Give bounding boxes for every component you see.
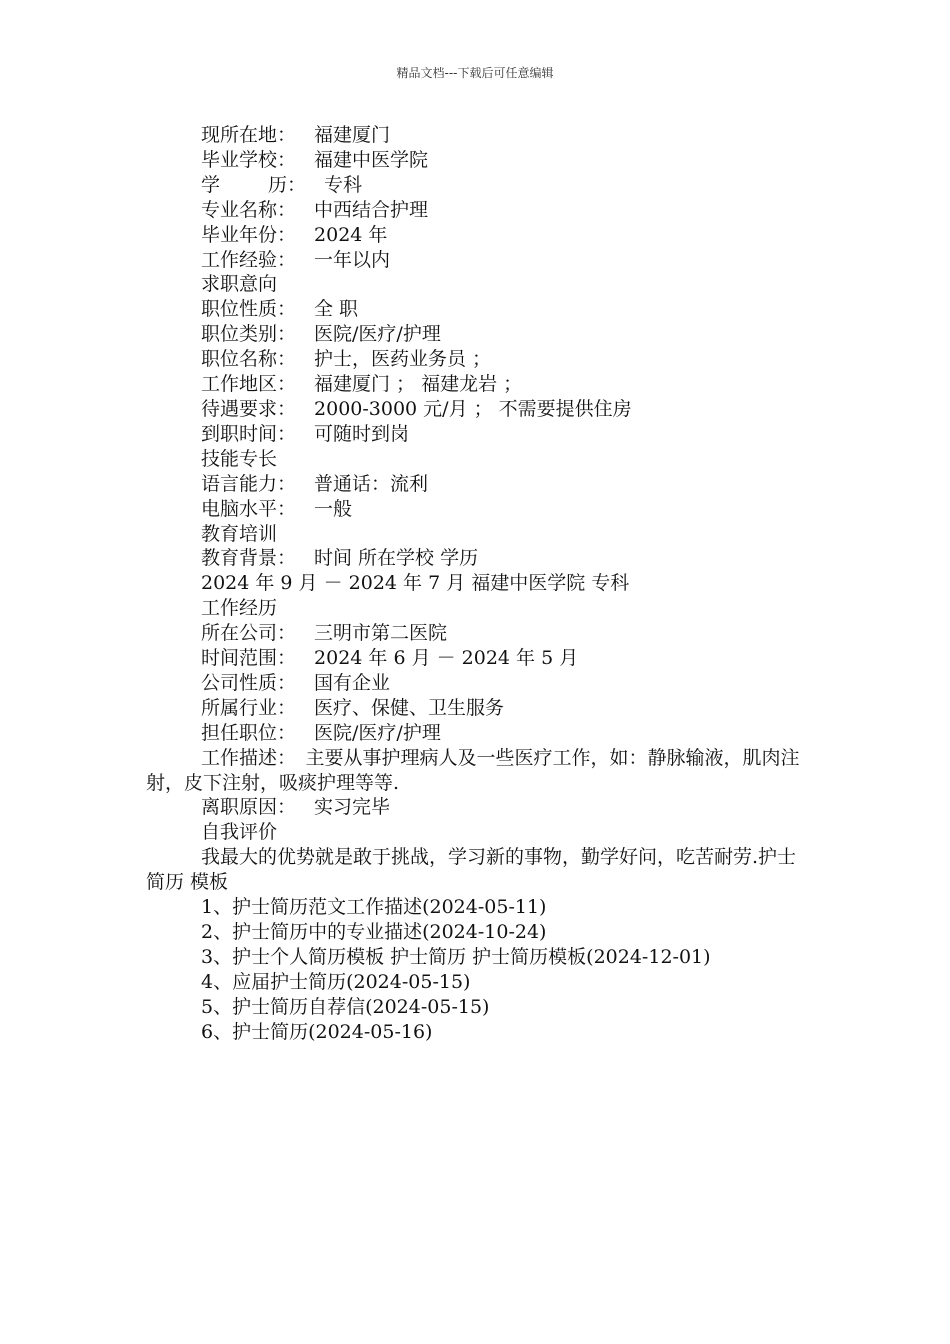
job-title-value: 护士，医药业务员 ； bbox=[314, 348, 492, 371]
start-value: 可随时到岗 bbox=[314, 422, 410, 445]
related-link-6[interactable]: 6、护士简历(2024-05-16) bbox=[201, 1020, 433, 1043]
salary-row bbox=[146, 397, 808, 422]
grad-year-value: 2024 年 bbox=[314, 223, 388, 246]
job-type-row bbox=[146, 297, 808, 322]
self-eval-text: 我最大的优势就是敢于挑战，学习新的事物，勤学好问，吃苦耐劳.护士 简历 模板 bbox=[146, 846, 797, 894]
related-link-1[interactable]: 1、护士简历范文工作描述(2024-05-11) bbox=[201, 896, 547, 919]
period-value: 2024 年 6 月 － 2024 年 5 月 bbox=[314, 647, 579, 670]
industry-row bbox=[146, 696, 808, 721]
work-heading: 工作经历 bbox=[201, 597, 278, 620]
page-header: 精品文档---下载后可任意编辑 bbox=[396, 66, 554, 80]
school-row bbox=[146, 148, 808, 173]
job-category-row bbox=[146, 322, 808, 347]
work-area-row bbox=[146, 372, 808, 397]
leave-row bbox=[146, 795, 808, 820]
location-row bbox=[146, 123, 808, 148]
job-type-value: 全 职 bbox=[314, 298, 359, 321]
education-background-row bbox=[146, 546, 808, 571]
language-row bbox=[146, 472, 808, 497]
start-label: 到职时间： bbox=[201, 422, 297, 445]
school-value: 福建中医学院 bbox=[314, 148, 429, 171]
job-title-label: 职位名称： bbox=[201, 348, 297, 371]
period-label: 时间范围： bbox=[201, 647, 297, 670]
degree-label-a: 学 bbox=[201, 173, 221, 196]
company-nature-value: 国有企业 bbox=[314, 671, 391, 694]
computer-value: 一般 bbox=[314, 497, 353, 520]
related-link-2[interactable]: 2、护士简历中的专业描述(2024-10-24) bbox=[201, 921, 547, 943]
experience-value: 一年以内 bbox=[314, 248, 391, 271]
related-link-5[interactable]: 5、护士简历自荐信(2024-05-15) bbox=[201, 995, 490, 1018]
education-background-label: 教育背景： bbox=[201, 547, 297, 570]
company-row bbox=[146, 621, 808, 646]
education-record: 2024 年 9 月 － 2024 年 7 月 福建中医学院 专科 bbox=[201, 572, 630, 595]
degree-value: 专科 bbox=[324, 173, 363, 196]
company-nature-label: 公司性质： bbox=[201, 671, 297, 694]
resume-document bbox=[146, 123, 808, 1045]
major-value: 中西结合护理 bbox=[314, 198, 429, 221]
language-label: 语言能力： bbox=[201, 472, 297, 495]
degree-label-b: 历： bbox=[268, 173, 307, 196]
position-label: 担任职位： bbox=[201, 721, 297, 744]
period-row bbox=[146, 646, 808, 671]
school-label: 毕业学校： bbox=[201, 148, 297, 171]
company-value: 三明市第二医院 bbox=[314, 622, 448, 645]
salary-value: 2000-3000 元/月 ； 不需要提供住房 bbox=[314, 397, 632, 420]
salary-label: 待遇要求： bbox=[201, 397, 297, 420]
experience-row bbox=[146, 248, 808, 273]
major-row bbox=[146, 198, 808, 223]
work-description: 工作描述： 主要从事护理病人及一些医疗工作，如：静脉输液，肌肉注射，皮下注射，吸痰护理等等. bbox=[146, 746, 800, 794]
job-category-label: 职位类别： bbox=[201, 323, 297, 346]
job-category-value: 医院/医疗/护理 bbox=[314, 323, 441, 346]
experience-label: 工作经验： bbox=[201, 248, 297, 271]
position-value: 医院/医疗/护理 bbox=[314, 721, 441, 744]
leave-label: 离职原因： bbox=[201, 796, 297, 819]
work-area-label: 工作地区： bbox=[201, 373, 297, 396]
location-value: 福建厦门 bbox=[314, 124, 391, 146]
education-background-value: 时间 所在学校 学历 bbox=[314, 547, 479, 570]
self-eval-heading: 自我评价 bbox=[201, 821, 278, 844]
related-link-4[interactable]: 4、应届护士简历(2024-05-15) bbox=[201, 970, 471, 993]
industry-value: 医疗、保健、卫生服务 bbox=[314, 696, 505, 719]
language-value: 普通话：流利 bbox=[314, 472, 429, 495]
major-label: 专业名称： bbox=[201, 198, 297, 221]
computer-label: 电脑水平： bbox=[201, 497, 297, 520]
grad-year-row bbox=[146, 223, 808, 248]
education-heading: 教育培训 bbox=[201, 522, 278, 545]
related-link-3[interactable]: 3、护士个人简历模板 护士简历 护士简历模板(2024-12-01) bbox=[201, 945, 711, 968]
position-row bbox=[146, 721, 808, 746]
degree-row bbox=[146, 173, 808, 198]
grad-year-label: 毕业年份： bbox=[201, 223, 297, 246]
start-row bbox=[146, 422, 808, 447]
location-label: 现所在地： bbox=[201, 124, 297, 146]
computer-row bbox=[146, 497, 808, 522]
intent-heading: 求职意向 bbox=[201, 273, 278, 296]
skills-heading: 技能专长 bbox=[201, 447, 278, 470]
leave-value: 实习完毕 bbox=[314, 796, 391, 819]
industry-label: 所属行业： bbox=[201, 696, 297, 719]
work-area-value: 福建厦门 ； 福建龙岩 ； bbox=[314, 373, 523, 396]
company-nature-row bbox=[146, 671, 808, 696]
job-type-label: 职位性质： bbox=[201, 298, 297, 321]
job-title-row bbox=[146, 347, 808, 372]
company-label: 所在公司： bbox=[201, 622, 297, 645]
